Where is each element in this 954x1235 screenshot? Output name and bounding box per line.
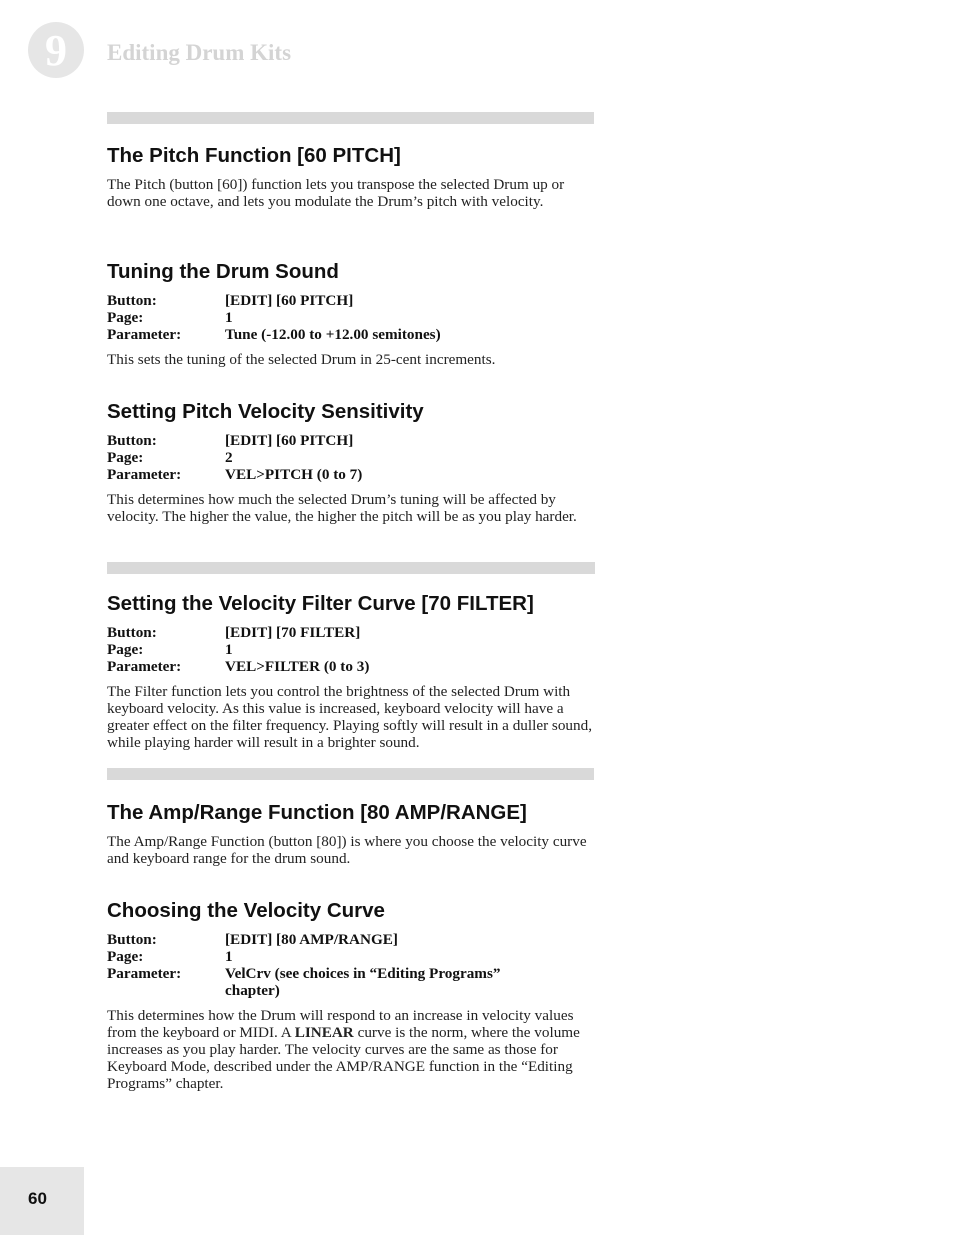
param-label: Parameter: [107, 466, 182, 483]
param-label: Parameter: [107, 965, 182, 982]
section-divider-bar [107, 112, 594, 124]
chapter-title: Editing Drum Kits [107, 40, 292, 65]
param-value: 1 [225, 641, 233, 658]
param-value: VEL>FILTER (0 to 3) [225, 658, 370, 675]
section-divider-bar [107, 768, 594, 780]
param-row [107, 641, 597, 658]
param-table-pitch-velocity [107, 432, 597, 483]
section-divider-bar [107, 562, 595, 574]
param-label: Parameter: [107, 326, 182, 343]
section-heading-pitch-velocity: Setting Pitch Velocity Sensitivity [107, 400, 424, 423]
param-table-velocity-curve [107, 931, 597, 999]
chapter-number-badge [28, 22, 84, 78]
param-row [107, 965, 597, 999]
param-value: 2 [225, 449, 233, 466]
param-row [107, 948, 597, 965]
param-label: Page: [107, 309, 144, 326]
section-heading-tuning: Tuning the Drum Sound [107, 260, 339, 283]
param-table-tuning [107, 292, 597, 343]
section-body-amp-range: The Amp/Range Function (button [80]) is where you choose the velocity curve and keyboard range for the drum sound. [107, 833, 587, 867]
param-label: Button: [107, 432, 157, 449]
param-label: Button: [107, 624, 157, 641]
param-row [107, 449, 597, 466]
section-heading-amp-range: The Amp/Range Function [80 AMP/RANGE] [107, 801, 527, 824]
param-value: Tune (-12.00 to +12.00 semitones) [225, 326, 441, 343]
param-label: Page: [107, 641, 144, 658]
body-text-bold: LINEAR [294, 1024, 354, 1041]
section-heading-velocity-curve: Choosing the Velocity Curve [107, 899, 385, 922]
param-value: [EDIT] [80 AMP/RANGE] [225, 931, 398, 948]
param-row [107, 624, 597, 641]
param-label: Page: [107, 449, 144, 466]
body-text: This determines how the Drum will respond to an increase in velocity values from the keyboard or MIDI. A [107, 1007, 574, 1041]
param-value: VEL>PITCH (0 to 7) [225, 466, 363, 483]
section-body-velocity-curve [107, 1007, 597, 1092]
param-value: [EDIT] [60 PITCH] [225, 432, 354, 449]
chapter-number: 9 [45, 25, 67, 75]
param-row [107, 326, 597, 343]
param-row [107, 432, 597, 449]
param-value: VelCrv (see choices in “Editing Programs” chapter) [225, 965, 501, 999]
section-body-tuning: This sets the tuning of the selected Drum in 25-cent increments. [107, 351, 496, 368]
page-number: 60 [28, 1189, 47, 1208]
param-value: 1 [225, 309, 233, 326]
param-label: Button: [107, 292, 157, 309]
param-label: Page: [107, 948, 144, 965]
param-value: [EDIT] [60 PITCH] [225, 292, 354, 309]
section-body-filter-curve: The Filter function lets you control the brightness of the selected Drum with keyboard velocity. As this value is increased, keyboard velocity will have a greater effect on the filter frequency. Playing softly will result in a duller sound, while playing harder will result in a brighter sound. [107, 683, 593, 751]
param-label: Parameter: [107, 658, 182, 675]
section-heading-pitch-function: The Pitch Function [60 PITCH] [107, 144, 401, 167]
body-text: curve is the norm, where the volume increases as you play harder. The velocity curves are the same as those for Keyboard Mode, described under the AMP/RANGE function in the “Editing Programs” chapter. [107, 1024, 580, 1092]
section-body-pitch-velocity: This determines how much the selected Drum’s tuning will be affected by velocity. The higher the value, the higher the pitch will be as you play harder. [107, 491, 577, 525]
param-row [107, 466, 597, 483]
param-row [107, 292, 597, 309]
param-row [107, 309, 597, 326]
param-table-filter-curve [107, 624, 597, 675]
param-row [107, 658, 597, 675]
param-value: 1 [225, 948, 233, 965]
section-heading-filter-curve: Setting the Velocity Filter Curve [70 FILTER] [107, 592, 534, 615]
param-row [107, 931, 597, 948]
param-value: [EDIT] [70 FILTER] [225, 624, 361, 641]
param-label: Button: [107, 931, 157, 948]
section-body-pitch-function: The Pitch (button [60]) function lets you transpose the selected Drum up or down one octave, and lets you modulate the Drum’s pitch with velocity. [107, 176, 565, 210]
